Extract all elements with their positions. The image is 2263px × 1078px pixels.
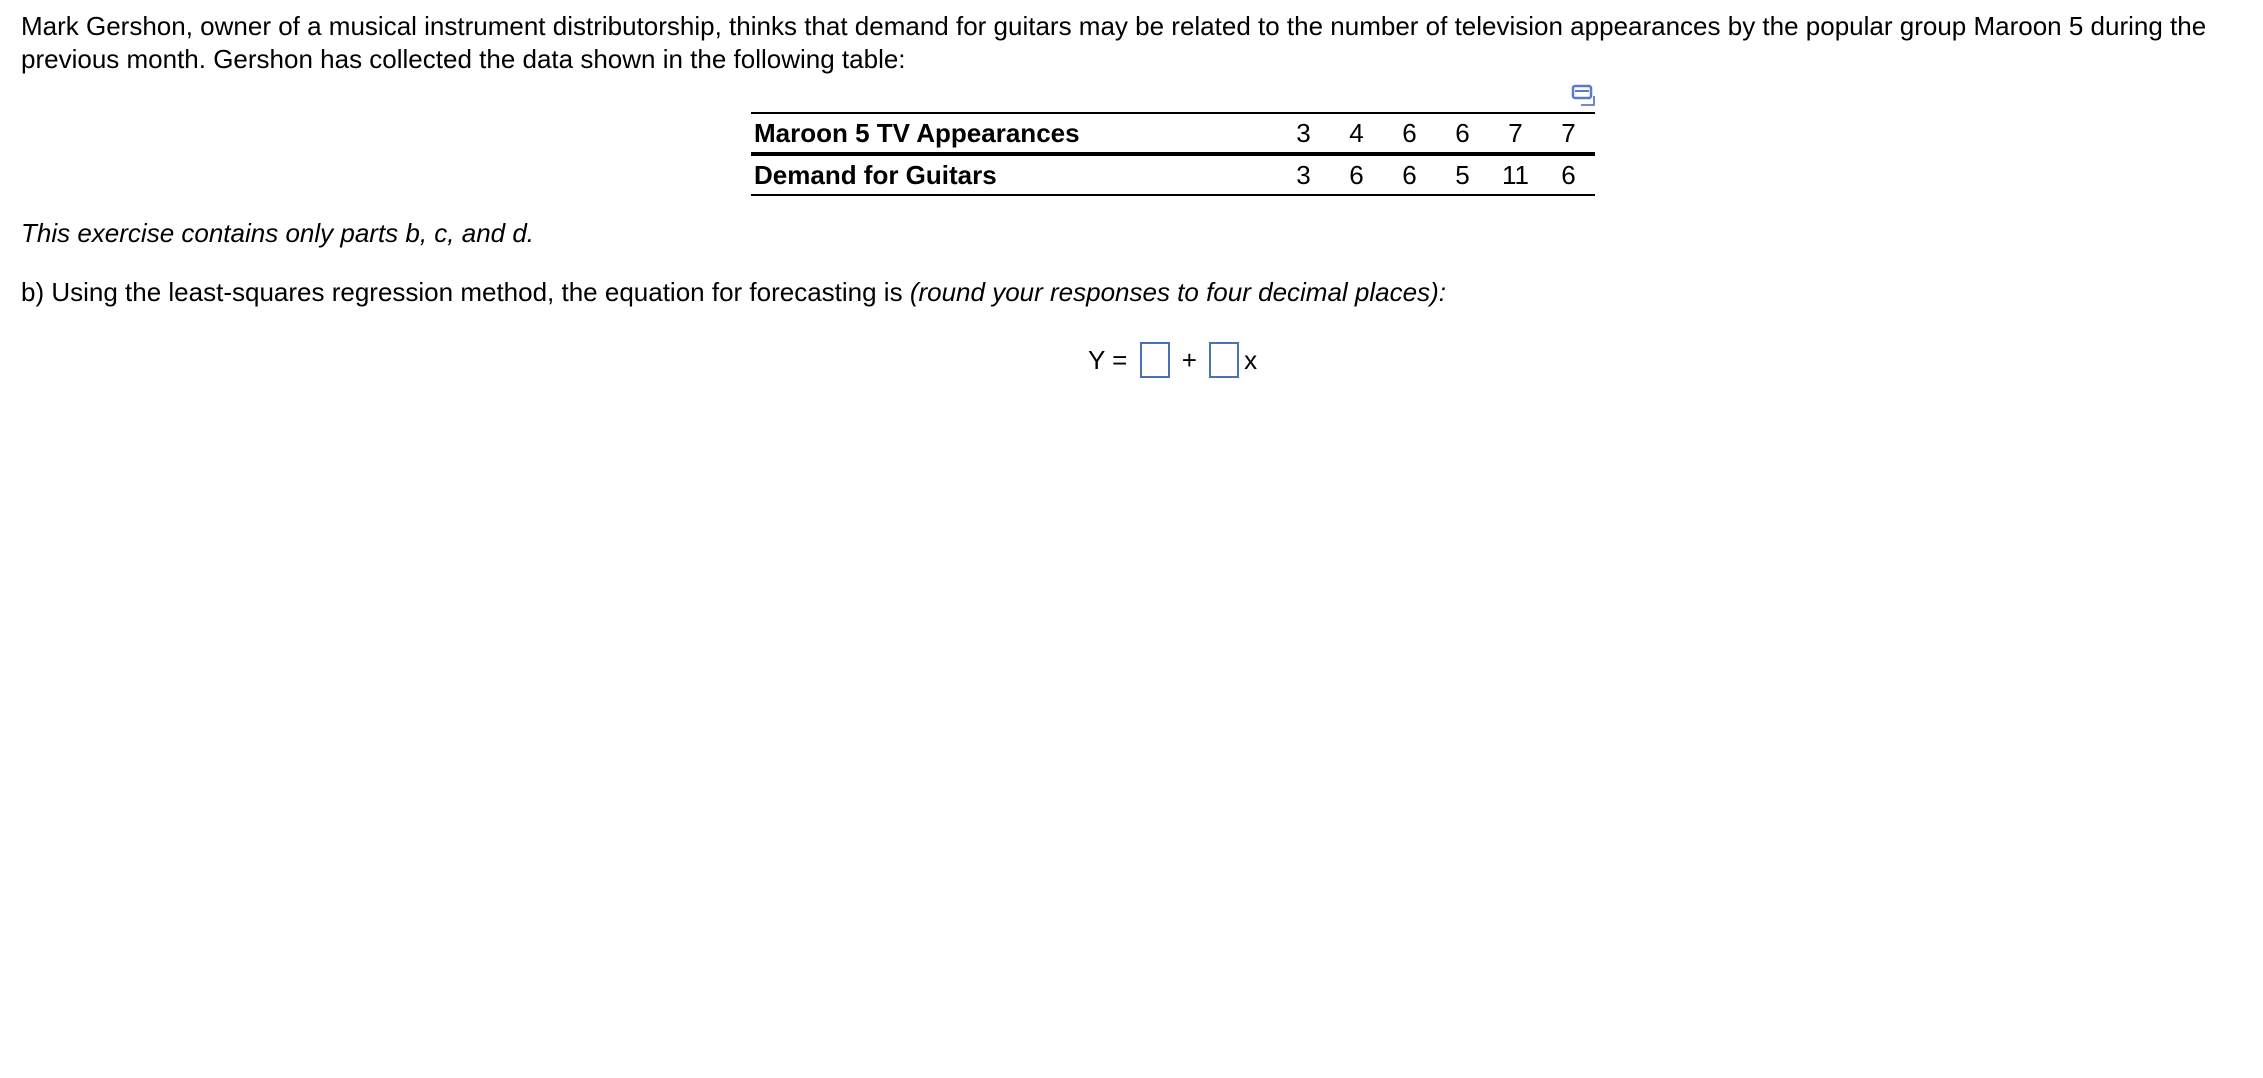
table-row-tv-appearances <box>751 113 1595 154</box>
intercept-input[interactable] <box>1140 342 1170 378</box>
table-cell: 4 <box>1330 113 1383 154</box>
table-cell: 6 <box>1542 154 1595 195</box>
table-cell: 7 <box>1542 113 1595 154</box>
table-cell: 6 <box>1383 154 1436 195</box>
copy-icon[interactable] <box>1571 84 1599 108</box>
table-cell: 5 <box>1436 154 1489 195</box>
row-label: Demand for Guitars <box>751 154 1277 195</box>
table-cell: 3 <box>1277 113 1330 154</box>
table-cell: 7 <box>1489 113 1542 154</box>
table-cell: 6 <box>1436 113 1489 154</box>
table-cell: 6 <box>1383 113 1436 154</box>
data-table-container <box>751 112 1595 196</box>
table-cell: 6 <box>1330 154 1383 195</box>
table-cell: 11 <box>1489 154 1542 195</box>
exercise-note: This exercise contains only parts b, c, and d. <box>21 218 535 248</box>
equation-lhs: Y = <box>1088 344 1135 375</box>
data-table <box>751 112 1595 196</box>
row-label: Maroon 5 TV Appearances <box>751 113 1277 154</box>
problem-statement: Mark Gershon, owner of a musical instrument distributorship, thinks that demand for guitars may be related to the number of television appearances by the popular group Maroon 5 during the previous month. Gershon has collected the data shown in the following table: <box>21 11 2207 74</box>
slope-input[interactable] <box>1209 342 1239 378</box>
part-b-instruction: (round your responses to four decimal places): <box>909 277 1446 307</box>
table-row-demand <box>751 154 1595 195</box>
equation-plus: + <box>1174 344 1205 375</box>
part-b-question <box>21 277 1446 308</box>
equation-x: x <box>1244 344 1258 375</box>
regression-equation <box>1088 339 1257 381</box>
table-cell: 3 <box>1277 154 1330 195</box>
part-b-text: b) Using the least-squares regression method, the equation for forecasting is <box>21 277 910 307</box>
